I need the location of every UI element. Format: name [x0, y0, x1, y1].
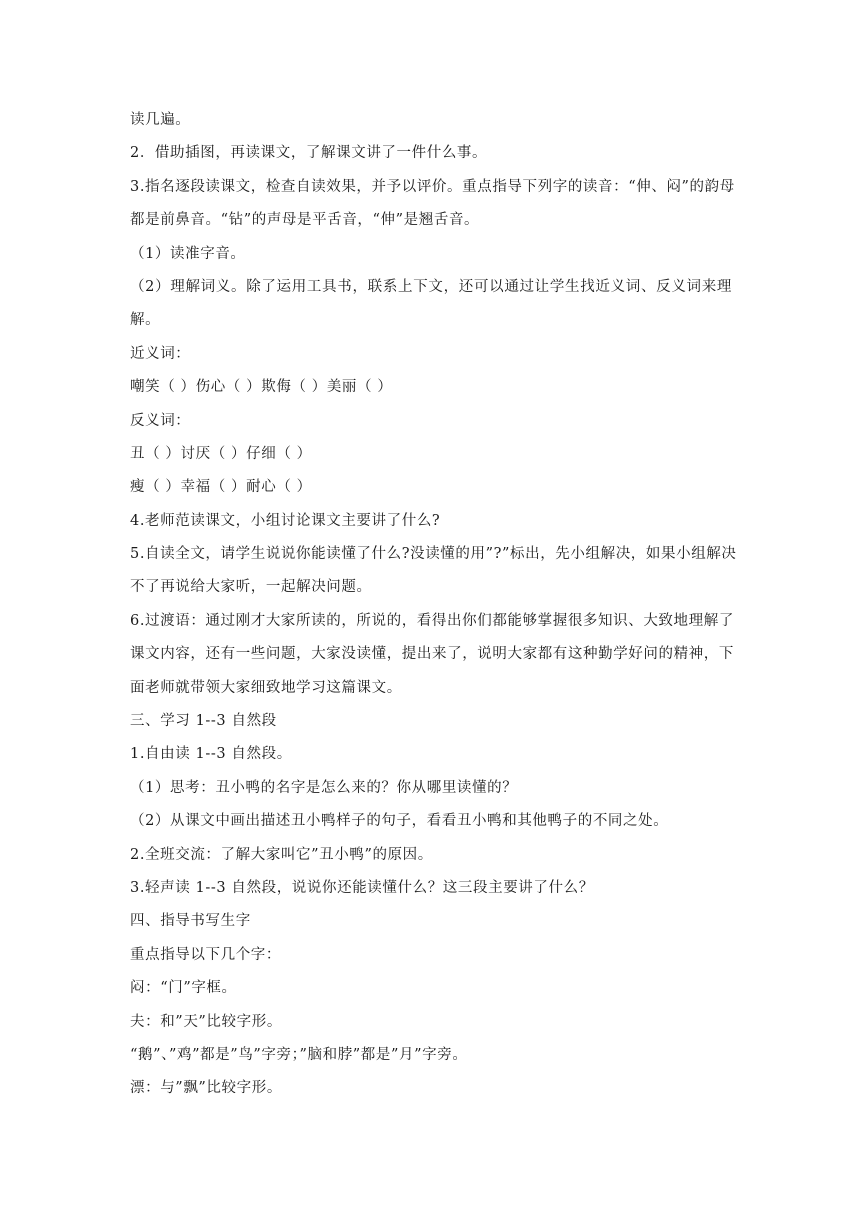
paragraph-line: （1）思考：丑小鸭的名字是怎么来的？你从哪里读懂的？: [130, 779, 518, 796]
section-heading: 三、学习 1--3 自然段: [130, 713, 277, 730]
paragraph-line: （2）从课文中画出描述丑小鸭样子的句子，看看丑小鸭和其他鸭子的不同之处。: [130, 813, 669, 830]
paragraph-line: （1）读准字音。: [130, 245, 246, 262]
paragraph-line: （2）理解词义。除了运用工具书，联系上下文，还可以通过让学生找近义词、反义词来理: [130, 278, 732, 295]
paragraph-line: 闷：“门”字框。: [130, 980, 237, 997]
exercise-line: 瘦（ ）幸福（ ）耐心（ ）: [130, 479, 312, 496]
paragraph-line: 4.老师范读课文，小组讨论课文主要讲了什么?: [130, 512, 441, 529]
paragraph-line: “鹅”、”鸡”都是”鸟”字旁；”脑和脖”都是”月”字旁。: [130, 1046, 468, 1063]
paragraph-line: 3.指名逐段读课文，检查自读效果，并予以评价。重点指导下列字的读音：“伸、闷”的韵母: [130, 178, 735, 195]
exercise-line: 嘲笑（ ）伤心（ ）欺侮（ ）美丽（ ）: [130, 379, 393, 396]
paragraph-line: 课文内容，还有一些问题，大家没读懂，提出来了，说明大家都有这种勤学好问的精神，下: [130, 646, 734, 663]
paragraph-line: 5.自读全文，请学生说说你能读懂了什么?没读懂的用”?”标出，先小组解决，如果小组解决: [130, 546, 737, 563]
paragraph-line: 读几遍。: [130, 112, 191, 128]
paragraph-line: 3.轻声读 1--3 自然段，说说你还能读懂什么？这三段主要讲了什么？: [130, 879, 594, 896]
paragraph-line: 2.全班交流：了解大家叫它”丑小鸭”的原因。: [130, 846, 433, 863]
paragraph-line: 6.过渡语：通过刚才大家所读的，所说的，看得出你们都能够掌握很多知识、大致地理解了: [130, 612, 734, 629]
paragraph-line: 漂：与”飘”比较字形。: [130, 1080, 282, 1097]
paragraph-line: 不了再说给大家听，一起解决问题。: [130, 579, 372, 596]
paragraph-line: 1.自由读 1--3 自然段。: [130, 746, 292, 763]
section-label: 近义词：: [130, 345, 191, 362]
paragraph-line: 重点指导以下几个字：: [130, 946, 281, 963]
paragraph-line: 面老师就带领大家细致地学习这篇课文。: [130, 679, 402, 696]
paragraph-line: 夫：和”天”比较字形。: [130, 1013, 282, 1030]
exercise-line: 丑（ ）讨厌（ ）仔细（ ）: [130, 445, 312, 462]
paragraph-line: 解。: [130, 312, 161, 329]
paragraph-line: 都是前鼻音。“钻”的声母是平舌音，“伸”是翘舌音。: [130, 212, 480, 229]
section-heading: 四、指导书写生字: [130, 913, 251, 930]
section-label: 反义词：: [130, 412, 191, 429]
document-body: [130, 104, 737, 1106]
paragraph-line: 2．借助插图，再读课文，了解课文讲了一件什么事。: [130, 145, 488, 162]
